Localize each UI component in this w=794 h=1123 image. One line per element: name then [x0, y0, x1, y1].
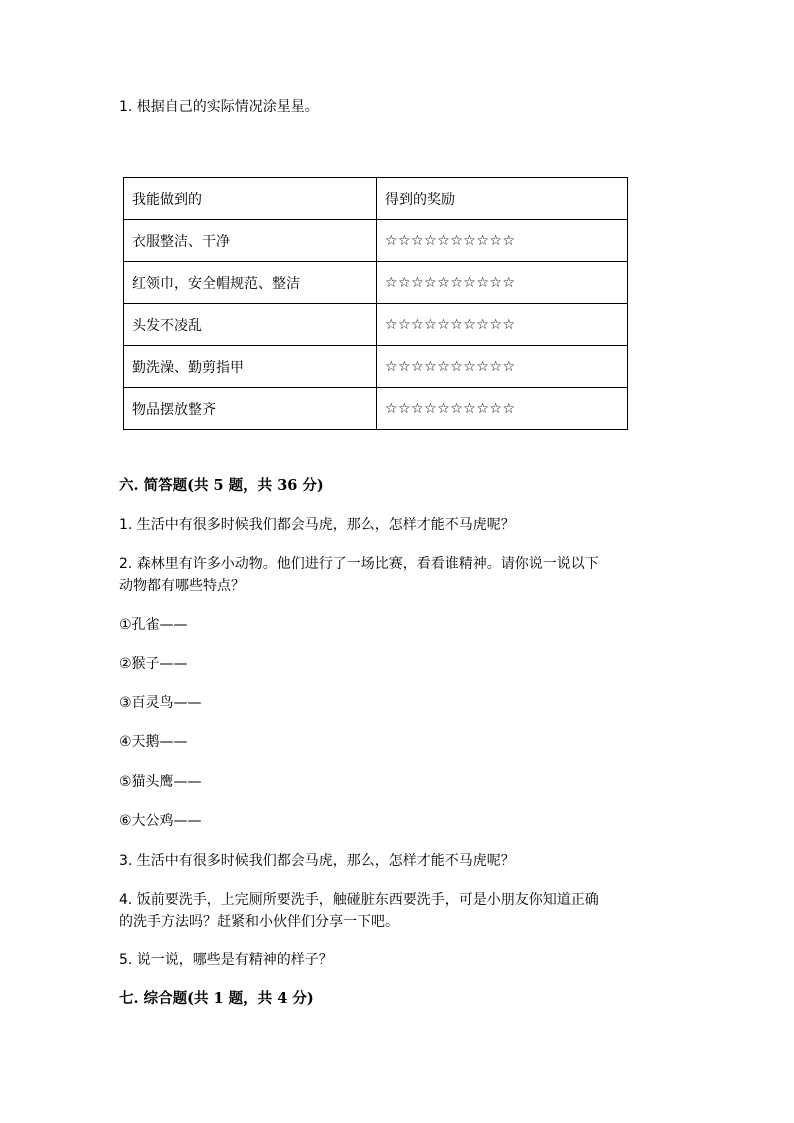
header-can-do: 我能做到的: [124, 178, 377, 220]
section-6-heading: 六. 简答题(共 5 题，共 36 分): [119, 477, 324, 494]
row-item: 物品摆放整齐: [124, 388, 377, 430]
question-6-4-line-2: 的洗手方法吗？赶紧和小伙伴们分享一下吧。: [119, 914, 399, 930]
row-stars[interactable]: ☆☆☆☆☆☆☆☆☆☆: [377, 220, 628, 262]
question-6-1: 1. 生活中有很多时候我们都会马虎，那么，怎样才能不马虎呢？: [119, 517, 515, 533]
row-stars[interactable]: ☆☆☆☆☆☆☆☆☆☆: [377, 346, 628, 388]
animal-lark: ③百灵鸟——: [119, 695, 202, 711]
question-6-2-line-1: 2. 森林里有许多小动物。他们进行了一场比赛，看看谁精神。请你说一说以下: [119, 556, 599, 572]
animal-peacock: ①孔雀——: [119, 617, 188, 633]
question-6-2-line-2: 动物都有哪些特点？: [119, 578, 245, 594]
row-stars[interactable]: ☆☆☆☆☆☆☆☆☆☆: [377, 262, 628, 304]
animal-monkey: ②猴子——: [119, 656, 188, 672]
row-stars[interactable]: ☆☆☆☆☆☆☆☆☆☆: [377, 388, 628, 430]
row-stars[interactable]: ☆☆☆☆☆☆☆☆☆☆: [377, 304, 628, 346]
animal-owl: ⑤猫头鹰——: [119, 774, 202, 790]
question-6-5: 5. 说一说，哪些是有精神的样子？: [119, 952, 333, 968]
question-6-3: 3. 生活中有很多时候我们都会马虎，那么，怎样才能不马虎呢？: [119, 853, 515, 869]
question-1-text: 1. 根据自己的实际情况涂星星。: [119, 99, 319, 115]
header-reward: 得到的奖励: [377, 178, 628, 220]
table-row: [124, 346, 628, 388]
table-row: [124, 304, 628, 346]
animal-rooster: ⑥大公鸡——: [119, 813, 202, 829]
row-item: 头发不凌乱: [124, 304, 377, 346]
reward-table: [123, 177, 628, 430]
table-header-row: [124, 178, 628, 220]
table-row: [124, 220, 628, 262]
row-item: 衣服整洁、干净: [124, 220, 377, 262]
row-item: 勤洗澡、勤剪指甲: [124, 346, 377, 388]
table-row: [124, 262, 628, 304]
section-7-heading: 七. 综合题(共 1 题，共 4 分): [119, 990, 314, 1007]
question-6-4-line-1: 4. 饭前要洗手，上完厕所要洗手，触碰脏东西要洗手，可是小朋友你知道正确: [119, 892, 599, 908]
table-row: [124, 388, 628, 430]
row-item: 红领巾，安全帽规范、整洁: [124, 262, 377, 304]
animal-swan: ④天鹅——: [119, 734, 188, 750]
